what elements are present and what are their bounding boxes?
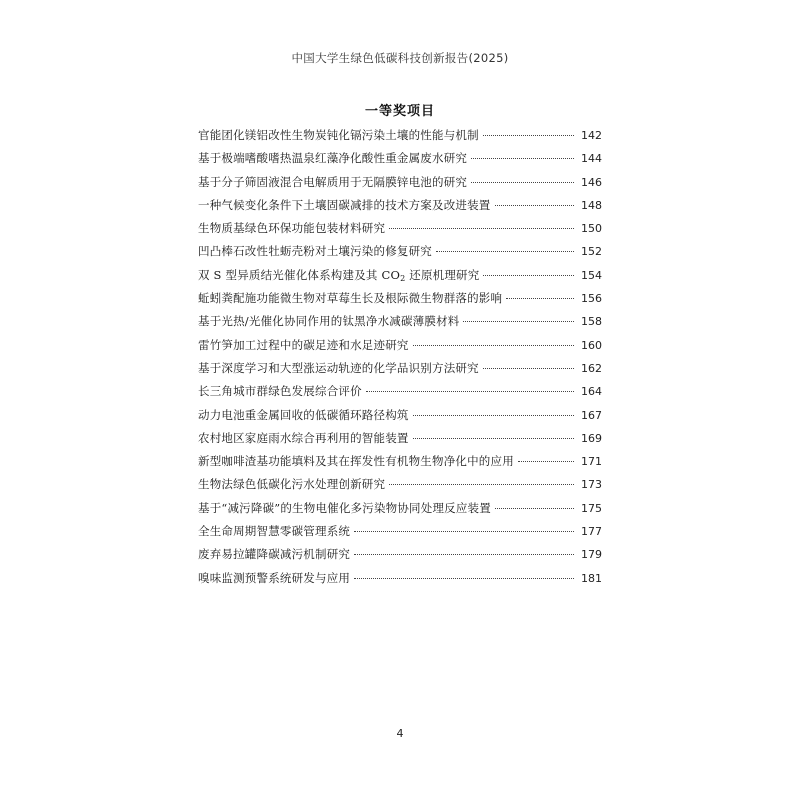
toc-entry-title: 官能团化镁铝改性生物炭钝化镉污染土壤的性能与机制	[198, 128, 479, 142]
toc-entry-page-number: 142	[581, 129, 602, 142]
toc-entry[interactable]	[198, 450, 602, 473]
toc-entry-title: 一种气候变化条件下土壤固碳减排的技术方案及改进装置	[198, 197, 491, 212]
toc-dot-leader	[483, 368, 574, 369]
toc-entry-page-number: 169	[581, 431, 602, 445]
toc-dot-leader	[354, 531, 574, 532]
toc-dot-leader	[413, 415, 574, 416]
toc-entry-title: 生物质基绿色环保功能包装材料研究	[198, 221, 386, 236]
toc-entry-title: 双 S 型异质结光催化体系构建及其 $CO_2$ 还原机理研究	[198, 267, 480, 283]
toc-entry-page-number: 160	[581, 338, 602, 352]
toc-dot-leader	[506, 298, 574, 299]
toc-entry-page-number: 144	[581, 152, 602, 166]
toc-entry[interactable]	[198, 380, 602, 403]
toc-entry[interactable]	[198, 240, 602, 263]
toc-entry[interactable]	[198, 264, 602, 287]
toc-dot-leader	[483, 275, 574, 276]
toc-entry[interactable]	[198, 147, 602, 170]
toc-dot-leader	[354, 554, 574, 555]
toc-entry[interactable]	[198, 171, 602, 194]
toc-entry-page-number: 156	[581, 292, 602, 306]
toc-entry[interactable]	[198, 287, 602, 310]
toc-entry-page-number: 154	[581, 268, 602, 282]
toc-entry-title: 基于分子筛固液混合电解质用于无隔膜锌电池的研究	[198, 174, 468, 189]
toc-entry[interactable]	[198, 567, 602, 590]
toc-dot-leader	[463, 321, 574, 322]
toc-entry[interactable]	[198, 334, 602, 357]
toc-entry-title: 废弃易拉罐降碳减污机制研究	[198, 547, 351, 562]
toc-entry-title: 嗅味监测预警系统研发与应用	[198, 570, 351, 585]
toc-entry-page-number: 150	[581, 222, 602, 236]
toc-entry[interactable]	[198, 194, 602, 217]
toc-entry[interactable]	[198, 427, 602, 450]
toc-dot-leader	[389, 484, 574, 485]
toc-dot-leader	[413, 438, 574, 439]
table-of-contents	[198, 124, 602, 590]
toc-dot-leader	[518, 461, 574, 462]
toc-entry-page-number: 173	[581, 478, 602, 492]
toc-entry[interactable]	[198, 520, 602, 543]
toc-entry[interactable]	[198, 357, 602, 380]
running-header: 中国大学生绿色低碳科技创新报告(2025)	[291, 51, 509, 65]
toc-dot-leader	[495, 205, 575, 206]
toc-entry-page-number: 152	[581, 245, 602, 259]
toc-entry-page-number: 177	[581, 525, 602, 539]
toc-dot-leader	[471, 158, 574, 159]
toc-dot-leader	[495, 508, 574, 509]
toc-entry-page-number: 179	[581, 548, 602, 562]
toc-dot-leader	[354, 578, 574, 579]
toc-entry-title: 生物法绿色低碳化污水处理创新研究	[198, 477, 386, 492]
toc-entry-title: 蚯蚓粪配施功能微生物对草莓生长及根际微生物群落的影响	[198, 291, 503, 306]
toc-entry-title: 基于深度学习和大型涨运动轨迹的化学品识别方法研究	[198, 360, 479, 375]
toc-entry[interactable]	[198, 124, 602, 147]
toc-entry-page-number: 164	[581, 385, 602, 399]
toc-entry-page-number: 171	[581, 455, 602, 469]
toc-entry-page-number: 148	[581, 198, 602, 212]
toc-dot-leader	[471, 182, 574, 183]
toc-entry-title: 基于“减污降碳”的生物电催化多污染物协同处理反应装置	[198, 500, 491, 515]
toc-entry-title: 新型咖啡渣基功能填料及其在挥发性有机物生物净化中的应用	[198, 454, 514, 469]
toc-entry[interactable]	[198, 404, 602, 427]
toc-entry-title: 雷竹笋加工过程中的碳足迹和水足迹研究	[198, 337, 409, 352]
toc-dot-leader	[483, 135, 574, 136]
toc-entry-title: 凹凸棒石改性牡蛎壳粉对土壤污染的修复研究	[198, 244, 432, 259]
toc-dot-leader	[366, 391, 574, 392]
toc-dot-leader	[436, 251, 574, 252]
toc-entry-title: 长三角城市群绿色发展综合评价	[198, 384, 362, 399]
toc-entry[interactable]	[198, 310, 602, 333]
section-title: 一等奖项目	[364, 104, 435, 119]
toc-entry-page-number: 167	[581, 408, 602, 422]
toc-entry-page-number: 181	[581, 571, 602, 585]
toc-entry-page-number: 146	[581, 175, 602, 189]
toc-entry-title: 全生命周期智慧零碳管理系统	[198, 524, 351, 539]
toc-dot-leader	[389, 228, 574, 229]
toc-entry-title: 基于极端嗜酸嗜热温泉红藻净化酸性重金属废水研究	[198, 151, 468, 166]
toc-entry[interactable]	[198, 217, 602, 240]
toc-entry-page-number: 158	[581, 315, 602, 329]
toc-entry-title: 动力电池重金属回收的低碳循环路径构筑	[198, 407, 409, 422]
toc-entry-title: 基于光热/光催化协同作用的钛黑净水减碳薄膜材料	[198, 314, 460, 329]
toc-entry[interactable]	[198, 543, 602, 566]
page-number: 4	[396, 727, 404, 740]
toc-entry[interactable]	[198, 497, 602, 520]
toc-entry-title: 农村地区家庭雨水综合再利用的智能装置	[198, 430, 409, 445]
toc-entry[interactable]	[198, 473, 602, 496]
toc-dot-leader	[413, 345, 574, 346]
toc-entry-page-number: 175	[581, 501, 602, 515]
toc-entry-page-number: 162	[581, 361, 602, 375]
